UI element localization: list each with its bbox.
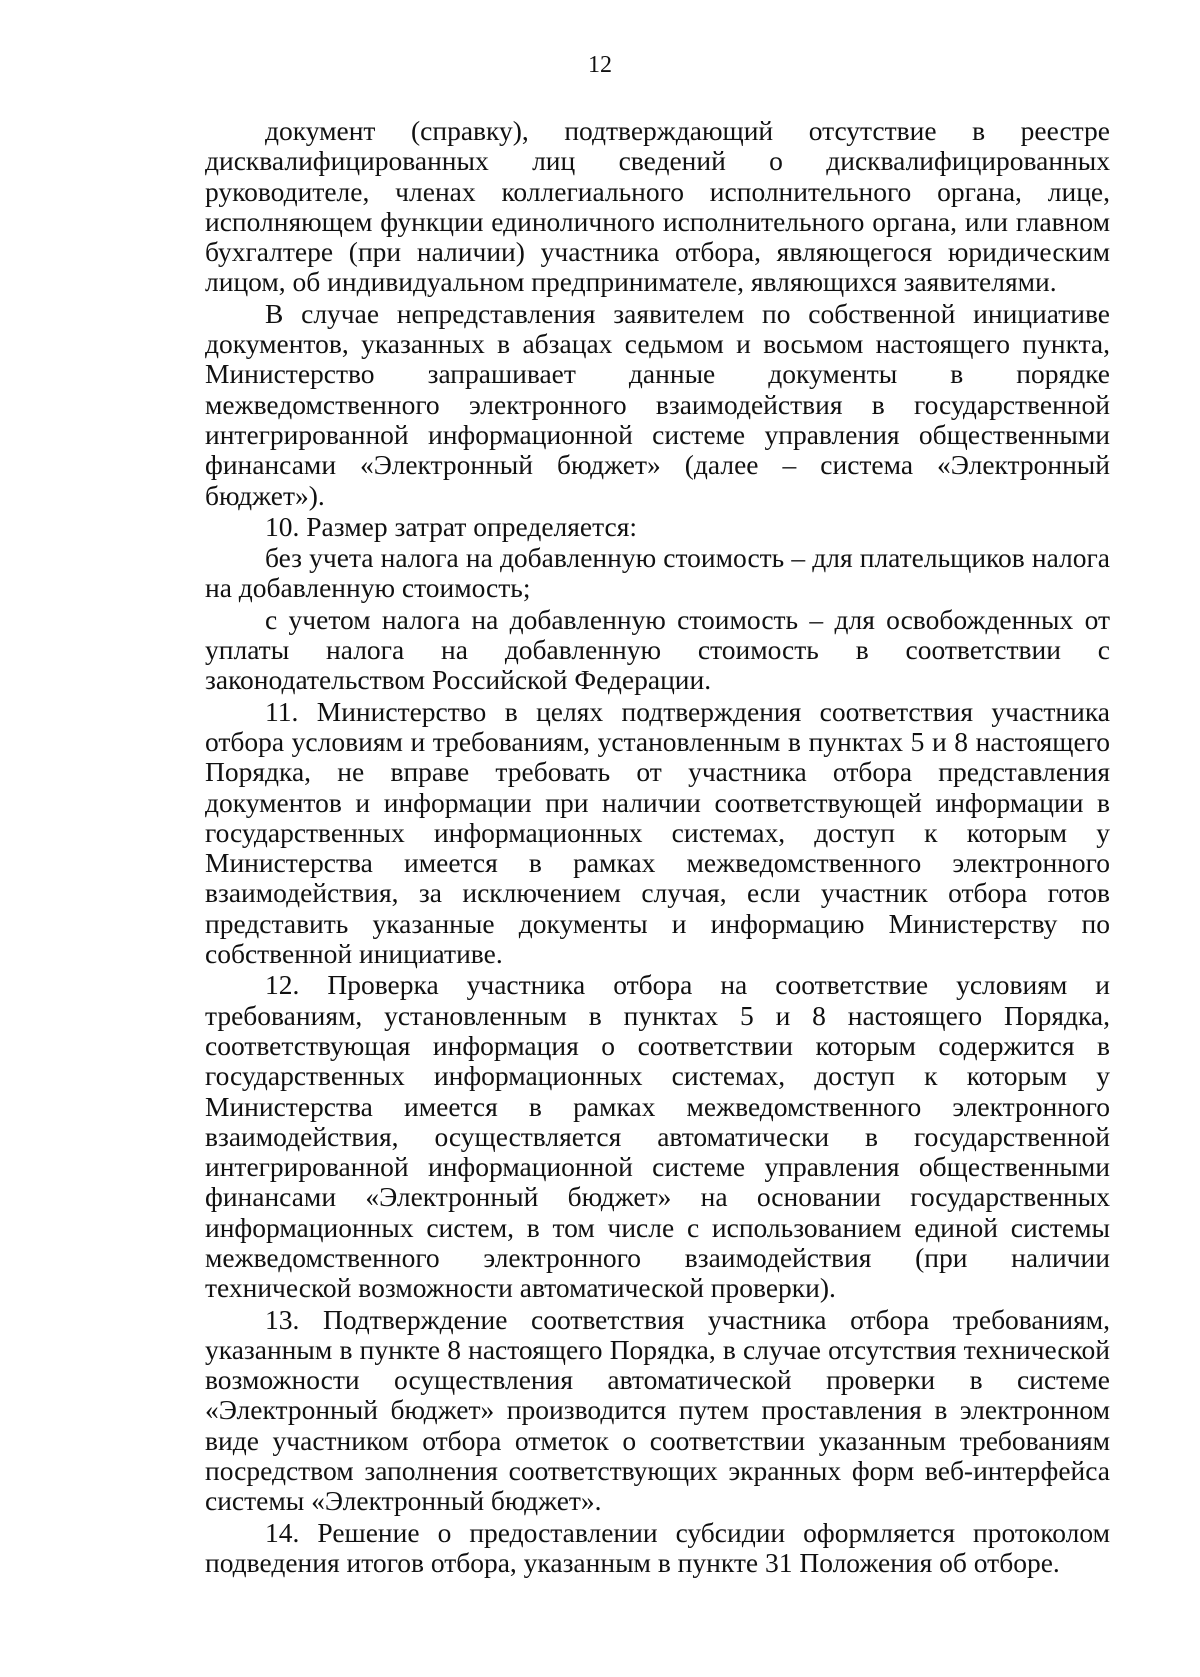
- paragraph-14-subsidy-decision: 14. Решение о предоставлении субсидии оформляется протоколом подведения итогов отбора, указанным в пункте 31 Положения об отборе.: [205, 1516, 1110, 1578]
- page-number: 12: [588, 52, 612, 78]
- paragraph-with-vat: с учетом налога на добавленную стоимость – для освобожденных от уплаты налога на добавленную стоимость в соответствии с законодательством Российской Федерации.: [205, 603, 1110, 696]
- paragraph-10-cost-size: 10. Размер затрат определяется:: [265, 510, 637, 542]
- paragraph-12-automatic-check: 12. Проверка участника отбора на соответствие условиям и требованиям, установленным в пунктах 5 и 8 настоящего Порядка, соответствующая информация о соответствии которым содержится в государственных информационных системах, доступ к которым у Министерства имеется в рамках межведомственного электронного взаимодействия, осуществляется автоматически в государственной интегрированной информационной системе управления общественными финансами «Электронный бюджет» на основании государственных информационных систем, в том числе с использованием единой системы межведомственного электронного взаимодействия (при наличии технической возможности автоматической проверки).: [205, 969, 1110, 1304]
- paragraph-without-vat: без учета налога на добавленную стоимость – для плательщиков налога на добавленную стоимость;: [205, 542, 1110, 604]
- paragraph-interdepartmental-request: В случае непредставления заявителем по собственной инициативе документов, указанных в абзацах седьмом и восьмом настоящего пункта, Министерство запрашивает данные документы в порядке межведомственного электронного взаимодействия в государственной интегрированной информационной системе управления общественными финансами «Электронный бюджет» (далее – система «Электронный бюджет»).: [205, 297, 1110, 511]
- paragraph-13-confirmation: 13. Подтверждение соответствия участника отбора требованиям, указанным в пункте 8 настоящего Порядка, в случае отсутствия технической возможности осуществления автоматической проверки в системе «Электронный бюджет» производится путем проставления в электронном виде участником отбора отметок о соответствии указанным требованиям посредством заполнения соответствующих экранных форм веб-интерфейса системы «Электронный бюджет».: [205, 1303, 1110, 1517]
- paragraph-certificate-disqualified-persons: документ (справку), подтверждающий отсутствие в реестре дисквалифицированных лиц сведений о дисквалифицированных руководителе, членах коллегиального исполнительного органа, лице, исполняющем функции единоличного исполнительного органа, или главном бухгалтере (при наличии) участника отбора, являющегося юридическим лицом, об индивидуальном предпринимателе, являющихся заявителями.: [205, 115, 1110, 298]
- document-body: [205, 116, 1110, 1578]
- paragraph-11-ministry-verification: 11. Министерство в целях подтверждения соответствия участника отбора условиям и требованиям, установленным в пунктах 5 и 8 настоящего Порядка, не вправе требовать от участника отбора представления документов и информации при наличии соответствующей информации в государственных информационных системах, доступ к которым у Министерства имеется в рамках межведомственного электронного взаимодействия, за исключением случая, если участник отбора готов представить указанные документы и информацию Министерству по собственной инициативе.: [205, 695, 1110, 970]
